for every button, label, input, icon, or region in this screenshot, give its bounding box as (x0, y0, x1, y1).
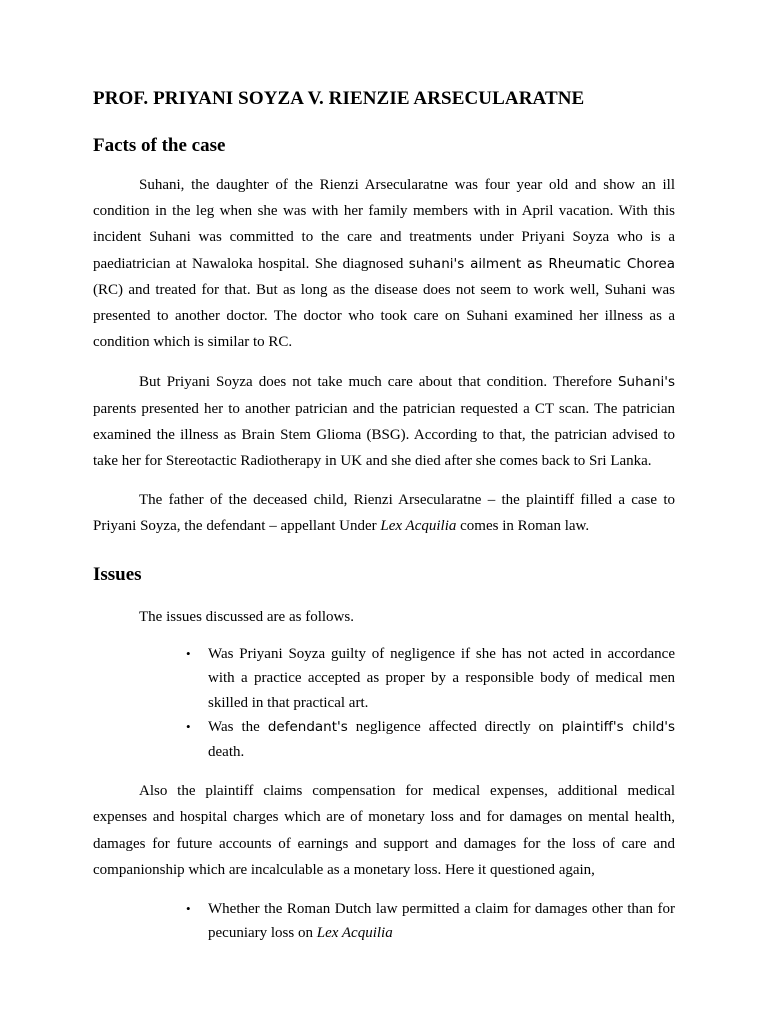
damages-paragraph: Also the plaintiff claims compensation for medical expenses, additional medical expenses and hospital charges which are of monetary loss and for damages on mental health, damages for future accounts of earnings and support and damages for the loss of care and companionship which are incalculable as a monetary loss. Here it questioned again, (93, 783, 675, 878)
issue-2-text-d: plaintiff's child's (561, 719, 676, 736)
facts-paragraph-3 (93, 487, 675, 539)
issue-1-text: Was Priyani Soyza guilty of negligence if she has not acted in accordance with a practice accepted as proper by a responsible body of medical men skilled in that practical art. (208, 645, 675, 711)
facts-p1-text-c: (RC) and treated for that. But as long as the disease does not seem to work well, Suhani was presented to another doctor. The doctor who took care on Suhani examined her illness as a condition which is similar to RC. (93, 281, 675, 351)
issue-2-text-e: death. (208, 743, 245, 760)
bullet-icon: • (186, 719, 191, 735)
case-title: PROF. PRIYANI SOYZA V. RIENZIE ARSECULARATNE (93, 88, 585, 109)
list-item (186, 715, 676, 764)
issues-list (93, 642, 675, 765)
list-item (186, 642, 675, 716)
facts-p1-text-a: Suhani, the daughter of the Rienzi Arsecularatne was four year old and show an ill condition in the leg when she was with her family members with in April vacation. With this incident Suhani was committed to the care and treatments under Priyani Soyza who is a paediatrician at Nawaloka hospital. She diagnosed (93, 177, 675, 272)
facts-p2-text-a: But Priyani Soyza does not take much care about that condition. Therefore (139, 374, 618, 391)
facts-p1-text-b: suhani's ailment as Rheumatic Chorea (408, 255, 675, 272)
document-page (93, 86, 675, 946)
issue-3-text-a: Whether the Roman Dutch law permitted a claim for damages other than for pecuniary loss on (208, 900, 675, 942)
issues-list-2 (93, 897, 675, 946)
issues-heading: Issues (93, 563, 142, 585)
facts-p3-text-a: The father of the deceased child, Rienzi Arsecularatne – the plaintiff filled a case to Priyani Soyza, the defendant – appellant Under (93, 492, 675, 535)
facts-paragraph-1 (93, 172, 675, 355)
issue-2-text-c: negligence affected directly on (347, 719, 562, 736)
facts-p3-text-c: comes in Roman law. (456, 518, 590, 535)
facts-heading: Facts of the case (93, 135, 226, 156)
list-item (186, 897, 675, 946)
facts-p2-text-c: parents presented her to another patrician and the patrician requested a CT scan. The patrician examined the illness as Brain Stem Glioma (BSG). According to that, the patrician advised to take her for Stereotactic Radiotherapy in UK and she died after she comes back to Sri Lanka. (93, 400, 675, 470)
facts-p3-text-italic: Lex Acquilia (380, 518, 457, 535)
bullet-icon: • (186, 645, 191, 661)
issue-3-text-italic: Lex Acquilia (316, 925, 393, 942)
bullet-icon: • (186, 900, 191, 916)
issues-intro: The issues discussed are as follows. (139, 608, 354, 625)
issue-2-text-a: Was the (208, 719, 268, 736)
facts-p2-text-b: Suhani's (617, 374, 675, 391)
facts-paragraph-2 (93, 369, 675, 474)
issue-2-text-b: defendant's (267, 719, 348, 736)
